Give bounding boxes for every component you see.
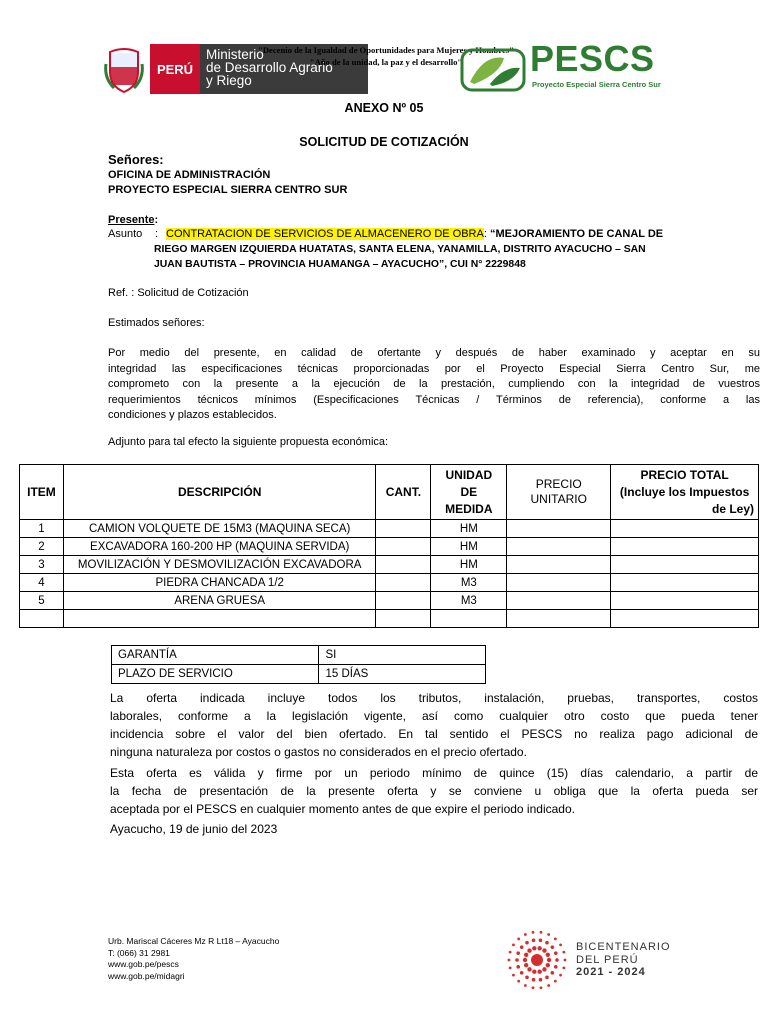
addressee-office: OFICINA DE ADMINISTRACIÓN [108, 169, 271, 181]
document-title: SOLICITUD DE COTIZACIÓN [299, 135, 469, 149]
row-unidad: HM [431, 556, 507, 574]
terms-p1-line-2: laborales, conforme a la legislación vigente, así como cualquier otro costo que pueda tener [110, 709, 758, 723]
row-item: 5 [20, 592, 64, 610]
header-precio-unitario [507, 465, 611, 520]
terms-row-plazo [112, 665, 486, 684]
footer-contact [108, 936, 279, 982]
intro-line-5: condiciones y plazos establecidos. [108, 409, 277, 421]
row-precio-unitario [507, 556, 611, 574]
asunto-line-1-rest: “MEJORAMIENTO DE CANAL DE [489, 228, 664, 240]
terms-p2-line-2: la fecha de presentación de la presente oferta y se conviene u obliga que la oferta pueda ser [110, 784, 758, 798]
asunto-line-1 [166, 227, 664, 243]
table-row [20, 574, 759, 592]
row-cant [376, 610, 431, 628]
intro-line-2: integridad las especificaciones técnicas proporcionadas por el Proyecto Especial Sierra Centro Sur, me [108, 362, 760, 375]
asunto-colon: : [483, 228, 490, 240]
header-precio-total-line-1: PRECIO TOTAL [640, 467, 729, 482]
terms-p2-line-3: aceptada por el PESCS en cualquier momento antes de que expire el periodo indicado. [110, 802, 575, 816]
terms-p1-line-4: ninguna naturaleza por costos o gastos no considerados en el precio ofertado. [110, 745, 527, 759]
table-row [20, 538, 759, 556]
header-precio-unitario-line-2: UNITARIO [530, 492, 587, 506]
terms-table [111, 645, 486, 684]
row-descripcion: EXCAVADORA 160-200 HP (MAQUINA SERVIDA) [63, 538, 375, 556]
row-unidad: M3 [431, 592, 507, 610]
pescs-leaf-icon [460, 44, 526, 92]
header-unidad-line-2: DE [460, 484, 478, 499]
ministerio-line-3: y Riego [206, 73, 252, 88]
header-precio-unitario-line-1: PRECIO [535, 477, 582, 491]
row-cant [376, 592, 431, 610]
row-cant [376, 556, 431, 574]
terms-p2-line-1: Esta oferta es válida y firme por un periodo mínimo de quince (15) días calendario, a partir de [110, 766, 758, 780]
row-precio-total [611, 538, 759, 556]
row-precio-unitario [507, 538, 611, 556]
row-precio-total [611, 574, 759, 592]
pescs-subtitle: Proyecto Especial Sierra Centro Sur [532, 80, 661, 89]
terms-paragraph-1 [110, 689, 758, 761]
table-row [20, 592, 759, 610]
bicentenario-emblem-icon [505, 928, 569, 992]
row-unidad [431, 610, 507, 628]
table-header-row [20, 465, 759, 520]
intro-paragraph [108, 346, 760, 424]
header-precio-total-line-2: (Incluye los Impuestos [619, 484, 750, 499]
garantia-value: SI [319, 646, 486, 665]
addressee-project: PROYECTO ESPECIAL SIERRA CENTRO SUR [108, 184, 348, 196]
table-row-empty [20, 610, 759, 628]
footer-address: Urb. Mariscal Cáceres Mz R Lt18 – Ayacucho [108, 936, 280, 946]
reference-line: Ref. : Solicitud de Cotización [108, 287, 249, 299]
decenio-line-1: "Decenio de la Igualdad de Oportunidades para Mujeres y Hombres" [258, 45, 514, 55]
row-precio-total [611, 556, 759, 574]
bicentenario-line-3: 2021 - 2024 [576, 966, 646, 978]
header-unidad [431, 465, 507, 520]
ministerio-line-2: de Desarrollo Agrario [206, 60, 333, 75]
pescs-wordmark: PESCS [530, 38, 655, 79]
annex-number: ANEXO Nº 05 [344, 101, 424, 115]
bicentenario-logo-text [576, 941, 671, 979]
row-precio-total [611, 610, 759, 628]
row-descripcion [63, 610, 375, 628]
intro-line-4: requerimientos técnicos mínimos (Especificaciones Técnicas / Términos de referencia), conforme a las [108, 393, 760, 406]
footer-phone: T: (066) 31 2981 [108, 947, 170, 958]
plazo-label: PLAZO DE SERVICIO [112, 665, 319, 684]
row-precio-unitario [507, 574, 611, 592]
header-precio-total-line-3: de Ley) [711, 501, 754, 516]
row-precio-total [611, 520, 759, 538]
row-precio-unitario [507, 520, 611, 538]
row-precio-unitario [507, 610, 611, 628]
terms-paragraph-2 [110, 764, 758, 818]
footer-link-midagri[interactable]: www.gob.pe/midagri [108, 970, 185, 981]
presente-colon: : [154, 214, 159, 226]
garantia-label: GARANTÍA [112, 646, 319, 665]
peru-coat-of-arms-icon [104, 44, 144, 96]
header-unidad-line-1: UNIDAD [445, 467, 493, 482]
row-cant [376, 574, 431, 592]
row-precio-unitario [507, 592, 611, 610]
row-unidad: HM [431, 520, 507, 538]
row-precio-total [611, 592, 759, 610]
ministerio-line-1: Ministerio [206, 47, 264, 62]
header-cant: CANT. [376, 465, 431, 520]
asunto-separator: : [155, 228, 159, 240]
header-unidad-line-3: MEDIDA [445, 501, 493, 516]
asunto-highlight: CONTRATACION DE SERVICIOS DE ALMACENERO DE OBRA [166, 228, 484, 240]
asunto-line-2: RIEGO MARGEN IZQUIERDA HUATATAS, SANTA ELENA, YANAMILLA, DISTRITO AYACUCHO – SAN [154, 244, 646, 255]
row-cant [376, 520, 431, 538]
row-unidad: M3 [431, 574, 507, 592]
row-item: 1 [20, 520, 64, 538]
row-item: 2 [20, 538, 64, 556]
place-and-date: Ayacucho, 19 de junio del 2023 [110, 822, 278, 836]
asunto-label: Asunto [108, 228, 143, 240]
row-descripcion: CAMION VOLQUETE DE 15M3 (MAQUINA SECA) [63, 520, 375, 538]
terms-row-garantia [112, 646, 486, 665]
presente-text: Presente [108, 214, 155, 226]
row-item: 3 [20, 556, 64, 574]
row-descripcion: ARENA GRUESA [63, 592, 375, 610]
attachment-intro: Adjunto para tal efecto la siguiente propuesta económica: [108, 436, 389, 448]
header-precio-total [611, 465, 759, 520]
price-quote-table [19, 464, 759, 628]
intro-line-3: comprometo con la presente a la ejecución de la prestación, cumpliendo con la integridad de vuestros [108, 378, 760, 390]
table-row [20, 556, 759, 574]
asunto-line-3: JUAN BAUTISTA – PROVINCIA HUAMANGA – AYACUCHO”, CUI N° 2229848 [154, 259, 526, 270]
table-row [20, 520, 759, 538]
row-descripcion: PIEDRA CHANCADA 1/2 [63, 574, 375, 592]
terms-p1-line-1: La oferta indicada incluye todos los tributos, instalación, pruebas, transportes, costos [110, 691, 758, 705]
bicentenario-line-1: BICENTENARIO [576, 941, 671, 953]
footer-link-pescs[interactable]: www.gob.pe/pescs [108, 959, 179, 969]
terms-p1-line-3: incidencia sobre el valor del bien ofertado. En tal sentido el PESCS no realiza pago adicional de [110, 727, 758, 741]
bicentenario-line-2: DEL PERÚ [576, 953, 639, 966]
salutation-senores: Señores: [108, 152, 164, 167]
header-descripcion: DESCRIPCIÓN [63, 465, 375, 520]
row-item: 4 [20, 574, 64, 592]
header-item: ITEM [20, 465, 64, 520]
row-item [20, 610, 64, 628]
decenio-line-2: "Año de la unidad, la paz y el desarrollo" [309, 57, 463, 67]
plazo-value: 15 DÍAS [319, 665, 486, 684]
greeting: Estimados señores: [108, 317, 205, 329]
row-unidad: HM [431, 538, 507, 556]
peru-logo: PERÚ [150, 44, 200, 94]
intro-line-1: Por medio del presente, en calidad de ofertante y después de haber examinado y aceptar en su [108, 347, 760, 359]
row-cant [376, 538, 431, 556]
row-descripcion: MOVILIZACIÓN Y DESMOVILIZACIÓN EXCAVADORA [63, 556, 375, 574]
